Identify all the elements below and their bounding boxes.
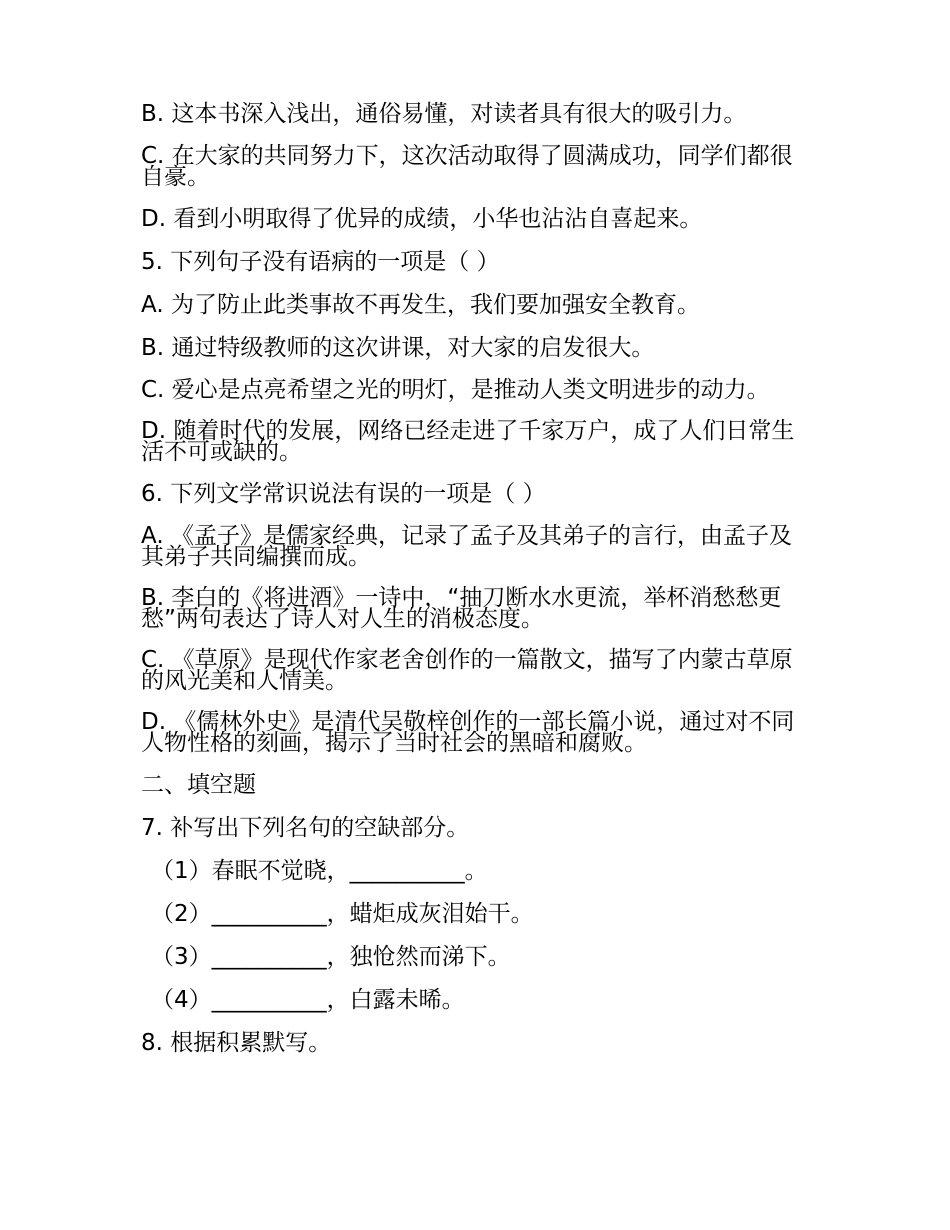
q5-option-c: C. 爱心是点亮希望之光的明灯，是推动人类文明进步的动力。 bbox=[141, 377, 770, 403]
q7-item-3: （3）__________，独怆然而涕下。 bbox=[151, 944, 511, 970]
question-8: 8. 根据积累默写。 bbox=[141, 1030, 332, 1056]
question-6: 6. 下列文学常识说法有误的一项是（ ） bbox=[141, 481, 546, 507]
q5-option-a: A. 为了防止此类事故不再发生，我们要加强安全教育。 bbox=[141, 292, 700, 318]
q6-option-c: C. 《草原》是现代作家老舍创作的一篇散文，描写了内蒙古草原的风光美和人情美。 bbox=[141, 647, 793, 694]
section-title-fill-blank: 二、填空题 bbox=[141, 772, 256, 798]
option-b-reading: B. 这本书深入浅出，通俗易懂，对读者具有很大的吸引力。 bbox=[141, 101, 747, 127]
q6-option-a: A. 《孟子》是儒家经典，记录了孟子及其弟子的言行，由孟子及其弟子共同编撰而成。 bbox=[141, 523, 792, 570]
q7-item-1: （1）春眠不觉晓，__________。 bbox=[151, 858, 488, 884]
document-body bbox=[141, 103, 801, 1075]
question-5: 5. 下列句子没有语病的一项是（ ） bbox=[141, 249, 500, 275]
q5-option-d: D. 随着时代的发展，网络已经走进了千家万户，成了人们日常生活不可或缺的。 bbox=[141, 418, 795, 465]
q7-item-2: （2）__________，蜡炬成灰泪始干。 bbox=[151, 901, 534, 927]
q5-option-b: B. 通过特级教师的这次讲课，对大家的启发很大。 bbox=[141, 335, 655, 361]
question-7: 7. 补写出下列名句的空缺部分。 bbox=[141, 815, 470, 841]
q6-option-b: B. 李白的《将进酒》一诗中，“抽刀断水水更流，举杯消愁愁更愁”两句表达了诗人对人生的消极态度。 bbox=[141, 585, 782, 632]
option-d-grades: D. 看到小明取得了优异的成绩，小华也沾沾自喜起来。 bbox=[141, 206, 703, 232]
q7-item-4: （4）__________，白露未晞。 bbox=[151, 987, 465, 1013]
option-c-activity: C. 在大家的共同努力下，这次活动取得了圆满成功，同学们都很自豪。 bbox=[141, 143, 793, 190]
q6-option-d: D. 《儒林外史》是清代吴敬梓创作的一部长篇小说，通过对不同人物性格的刻画，揭示了当时社会的黑暗和腐败。 bbox=[141, 709, 795, 756]
